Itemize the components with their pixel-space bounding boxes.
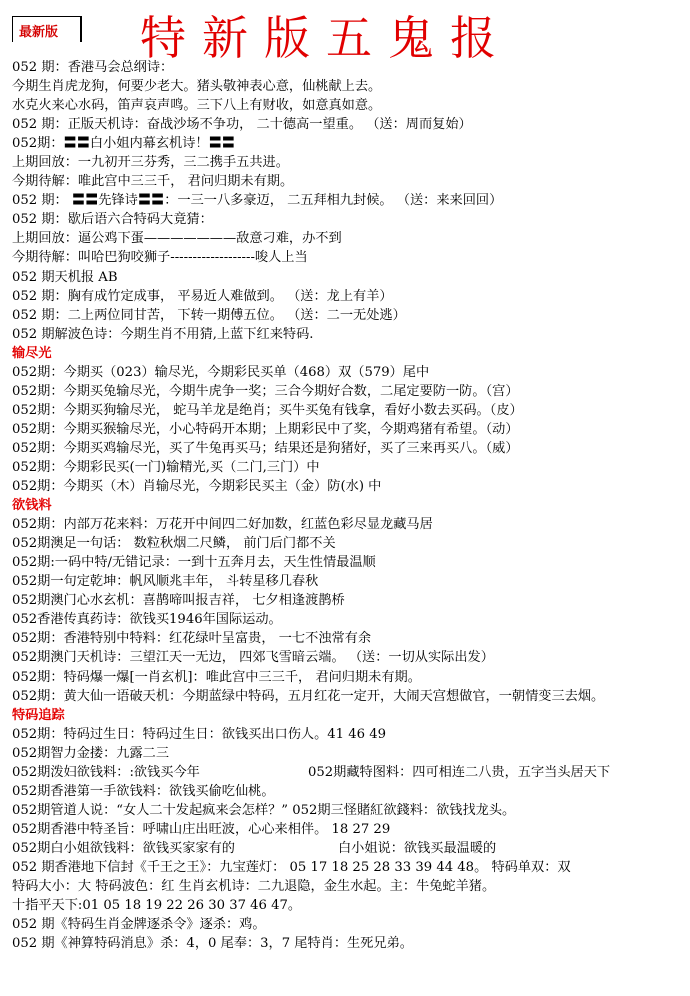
- pair-line: [12, 763, 688, 782]
- pair-left: 052期泼妇欲钱料：:欲钱买今年: [12, 764, 200, 780]
- text-line: 052期一句定乾坤：帆风顺兆丰年， 斗转星移几春秋: [12, 574, 319, 590]
- text-line: 上期回放：逼公鸡下蛋———————敌意刁难，办不到: [12, 231, 342, 247]
- text-line: 052 期《神算特码消息》杀：4，0 尾奉：3，7 尾特肖：生死兄弟。: [12, 936, 413, 952]
- text-line: 052期：特码爆一爆[一肖玄机]：唯此宫中三三千， 君问归期未有期。: [12, 669, 421, 685]
- text-line: 052 期：二上两位同甘苦， 下转一期傅五位。 （送：二一无处逃）: [12, 307, 406, 323]
- text-line: 052 期天机报 AB: [12, 269, 118, 285]
- text-line: 今期待解：唯此宫中三三千， 君问归期未有期。: [12, 174, 294, 190]
- document-body: [12, 58, 688, 953]
- text-line: 052 期《特码生肖金牌逐杀令》逐杀：鸡。: [12, 917, 266, 933]
- text-line: 052香港传真药诗：欲钱买1946年国际运动。: [12, 612, 282, 628]
- text-line: 052 期解波色诗：今期生肖不用猜,上蓝下红来特码.: [12, 326, 314, 342]
- text-line: 052 期： 〓〓先锋诗〓〓：一三一八多豪迈， 二五拜相九封候。 （送：来来回回）: [12, 193, 503, 209]
- text-line: 今期待解：叫哈巴狗咬狮子-------------------唆人上当: [12, 250, 308, 266]
- money-block: [12, 515, 688, 705]
- text-line: 052 期：胸有成竹定成事， 平易近人难做到。 （送：龙上有羊）: [12, 288, 393, 304]
- text-line: 052期：今期买狗输尽光， 蛇马羊龙是绝肖；买牛买兔有钱拿，看好小数去买码。（皮）: [12, 402, 523, 418]
- text-line: 052期香港中特圣旨：呼啸山庄出旺波，心心来相伴。 18 27 29: [12, 821, 391, 837]
- text-line: 052期:一码中特/无错记录：一到十五奔月去，天生性情最温顺: [12, 555, 376, 571]
- text-line: 052期：今期彩民买(一门)输精光,买（二门,三门）中: [12, 459, 320, 475]
- text-line: 052 期：正版天机诗：奋战沙场不争功， 二十德高一望重。 （送：周而复始）: [12, 117, 472, 133]
- text-line: 052期香港第一手欲钱料：欲钱买偷吃仙桃。: [12, 783, 275, 799]
- text-line: 052期：黄大仙一语破天机：今期蓝绿中特码，五月红花一定开，大闹天宫想做官，一朝情变三去烟。: [12, 688, 605, 704]
- section-heading-chase: 特码追踪: [12, 707, 65, 723]
- text-line: 052 期：香港马会总纲诗：: [12, 60, 174, 75]
- edition-badge: 最新版: [12, 16, 82, 42]
- header: [0, 0, 690, 65]
- text-line: 特码大小：大 特码波色：红 生肖玄机诗：二九退隐，金生水起。主：牛兔蛇羊猪。: [12, 879, 496, 895]
- text-line: 052期澳门心水玄机：喜鹊啼叫报吉祥， 七夕相逢渡鹊桥: [12, 593, 345, 609]
- text-line: 052期澳门天机诗：三望江天一无边， 四郊飞雪暗云端。 （送：一切从实际出发）: [12, 650, 494, 666]
- text-line: 052 期：歇后语六合特码大竟猜：: [12, 212, 213, 228]
- text-line: 052期：香港特别中特料：红花绿叶呈富贵， 一七不浊常有余: [12, 631, 372, 647]
- text-line: 052期管道人说：“女人二十发起疯来会怎样？” 052期三怪賭紅欲錢料：欲钱找龙头。: [12, 802, 516, 818]
- text-line: 水克火来心水码，笛声哀声鸣。三下八上有财收，如意真如意。: [12, 98, 382, 114]
- page-title: 特新版五鬼报: [140, 11, 512, 65]
- text-line: 052期：今期买鸡输尽光，买了牛兔再买马；结果还是狗猪好，买了三来再买八。（威）: [12, 440, 519, 456]
- pair-left: 052期白小姐欲钱料：欲钱买家家有的: [12, 840, 235, 856]
- pair-right: 052期藏特图料：四可相连二八贵，五字当头居天下: [308, 764, 611, 780]
- pair-right: 白小姐说：欲钱买最温暖的: [338, 840, 497, 856]
- text-line: 052期智力金搂：九露二三: [12, 745, 170, 761]
- text-line: 052期：今期买（023）输尽光，今期彩民买单（468）双（579）尾中: [12, 364, 430, 380]
- text-line: 上期回放：一九初开三芬秀，三二携手五共进。: [12, 155, 289, 171]
- chase-block: [12, 725, 688, 954]
- text-line: 052 期香港地下信封《千王之王》：九宝莲灯： 05 17 18 25 28 33 39 44 48。 特码单双：双: [12, 859, 571, 875]
- text-line: 052期：特码过生日：特码过生日：欲钱买出口伤人。41 46 49: [12, 726, 387, 742]
- section-heading-lose: 输尽光: [12, 345, 52, 361]
- text-line: 今期生肖虎龙狗，何要少老大。猪头敬神表心意，仙桃献上去。: [12, 79, 382, 95]
- text-line: 052期澳足一句话： 数粒秋烟二尺鳞， 前门后门都不关: [12, 536, 336, 552]
- text-line: 052期：今期买兔输尽光，今期牛虎争一奖；三合今期好合数，二尾定要防一防。（宫）: [12, 383, 519, 399]
- intro-block: [12, 58, 688, 344]
- text-line: 052期：今期买（木）肖输尽光，今期彩民买主（金）防(水) 中: [12, 479, 382, 495]
- lose-block: [12, 363, 688, 496]
- text-line: 052期：内部万花来料：万花开中间四二好加数，红蓝色彩尽显龙藏马居: [12, 517, 433, 533]
- text-line: 052期：今期买猴输尽光，小心特码开本期；上期彩民中了奖，今期鸡猪有希望。（动）: [12, 421, 519, 437]
- section-heading-money: 欲钱料: [12, 498, 52, 514]
- text-line: 052期：〓〓白小姐内幕玄机诗！〓〓: [12, 136, 235, 152]
- text-line: 十指平天下:01 05 18 19 22 26 30 37 46 47。: [12, 898, 302, 914]
- pair-line: [12, 839, 688, 858]
